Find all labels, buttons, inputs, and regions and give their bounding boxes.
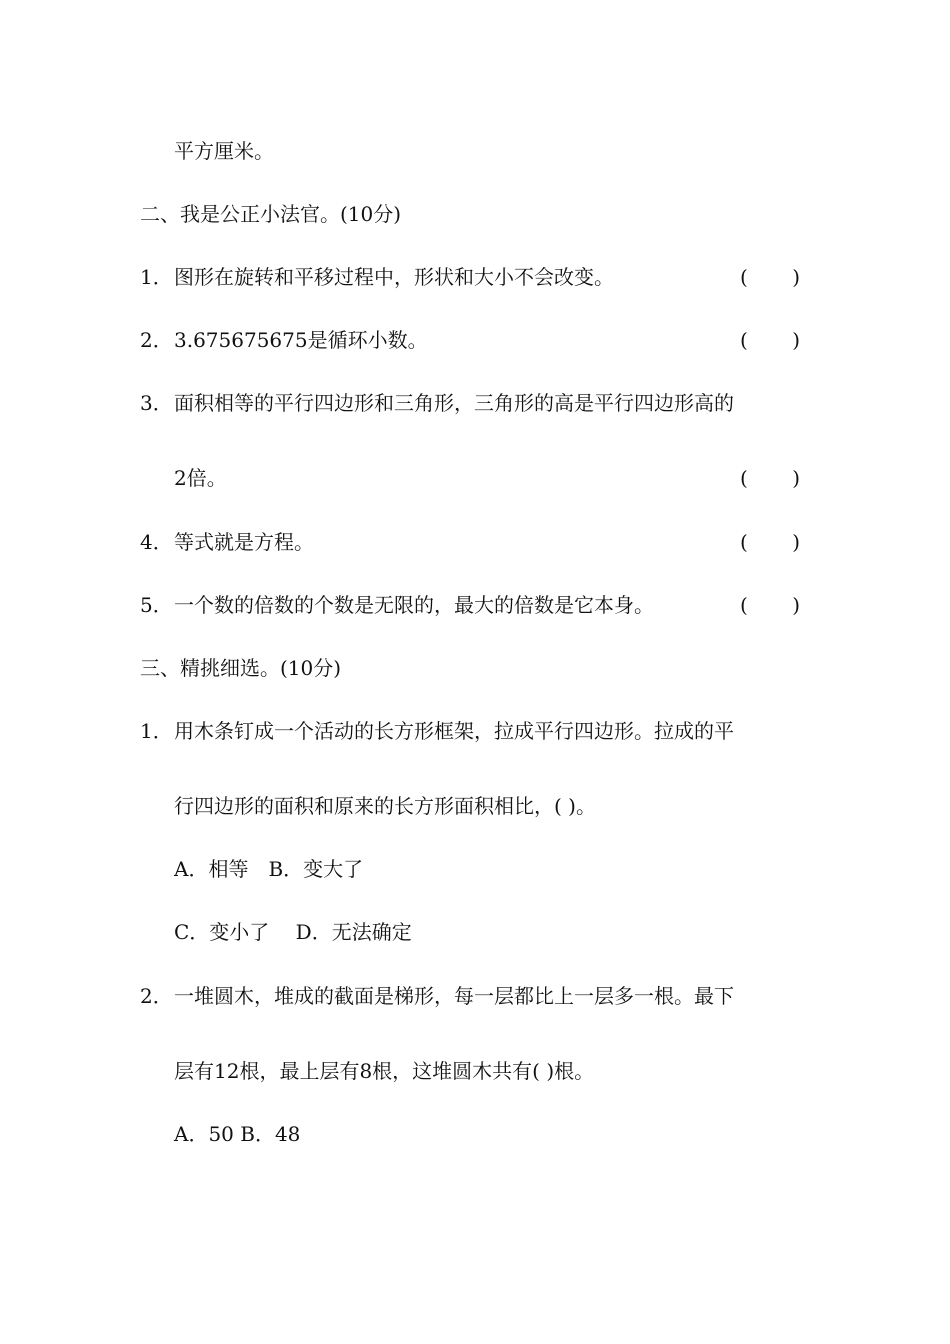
- answer-blank-3: ( ): [740, 466, 801, 490]
- item-text: 图形在旋转和平移过程中，形状和大小不会改变。: [174, 265, 614, 289]
- choice-question-2-continuation: 层有12根，最上层有8根，这堆圆木共有( )根。: [174, 1059, 595, 1083]
- item-text: 一个数的倍数的个数是无限的，最大的倍数是它本身。: [174, 593, 654, 617]
- choice-question-1-options-ab: A．相等 B．变大了: [174, 857, 364, 881]
- judge-item-4: [140, 529, 314, 555]
- judge-item-2: [140, 327, 428, 353]
- item-text: 面积相等的平行四边形和三角形，三角形的高是平行四边形高的: [174, 391, 734, 415]
- judge-item-3: [140, 390, 734, 416]
- judge-item-3-continuation: 2倍。: [174, 466, 227, 490]
- choice-question-1: [140, 718, 734, 744]
- choice-question-2: [140, 983, 734, 1009]
- continuation-text: 平方厘米。: [174, 139, 274, 163]
- question-number: 1．: [140, 719, 173, 743]
- item-text: 等式就是方程。: [174, 530, 314, 554]
- item-text: 3.675675675是循环小数。: [174, 328, 428, 352]
- item-number: 2．: [140, 328, 173, 352]
- answer-blank-5: ( ): [740, 593, 801, 617]
- answer-blank-4: ( ): [740, 530, 801, 554]
- section-3-title: 三、精挑细选。(10分): [140, 656, 342, 680]
- item-number: 5．: [140, 593, 173, 617]
- answer-blank-1: ( ): [740, 265, 801, 289]
- question-text: 用木条钉成一个活动的长方形框架，拉成平行四边形。拉成的平: [174, 719, 734, 743]
- choice-question-1-continuation: 行四边形的面积和原来的长方形面积相比，( )。: [174, 794, 596, 818]
- section-2-title: 二、我是公正小法官。(10分): [140, 202, 402, 226]
- item-number: 1．: [140, 265, 173, 289]
- answer-blank-2: ( ): [740, 328, 801, 352]
- judge-item-5: [140, 592, 654, 618]
- question-text: 一堆圆木，堆成的截面是梯形，每一层都比上一层多一根。最下: [174, 984, 734, 1008]
- choice-question-1-options-cd: C．变小了 D．无法确定: [174, 920, 412, 944]
- choice-question-2-options-ab: A．50 B．48: [174, 1122, 301, 1146]
- judge-item-1: [140, 264, 614, 290]
- question-number: 2．: [140, 984, 173, 1008]
- item-number: 3．: [140, 391, 173, 415]
- item-number: 4．: [140, 530, 173, 554]
